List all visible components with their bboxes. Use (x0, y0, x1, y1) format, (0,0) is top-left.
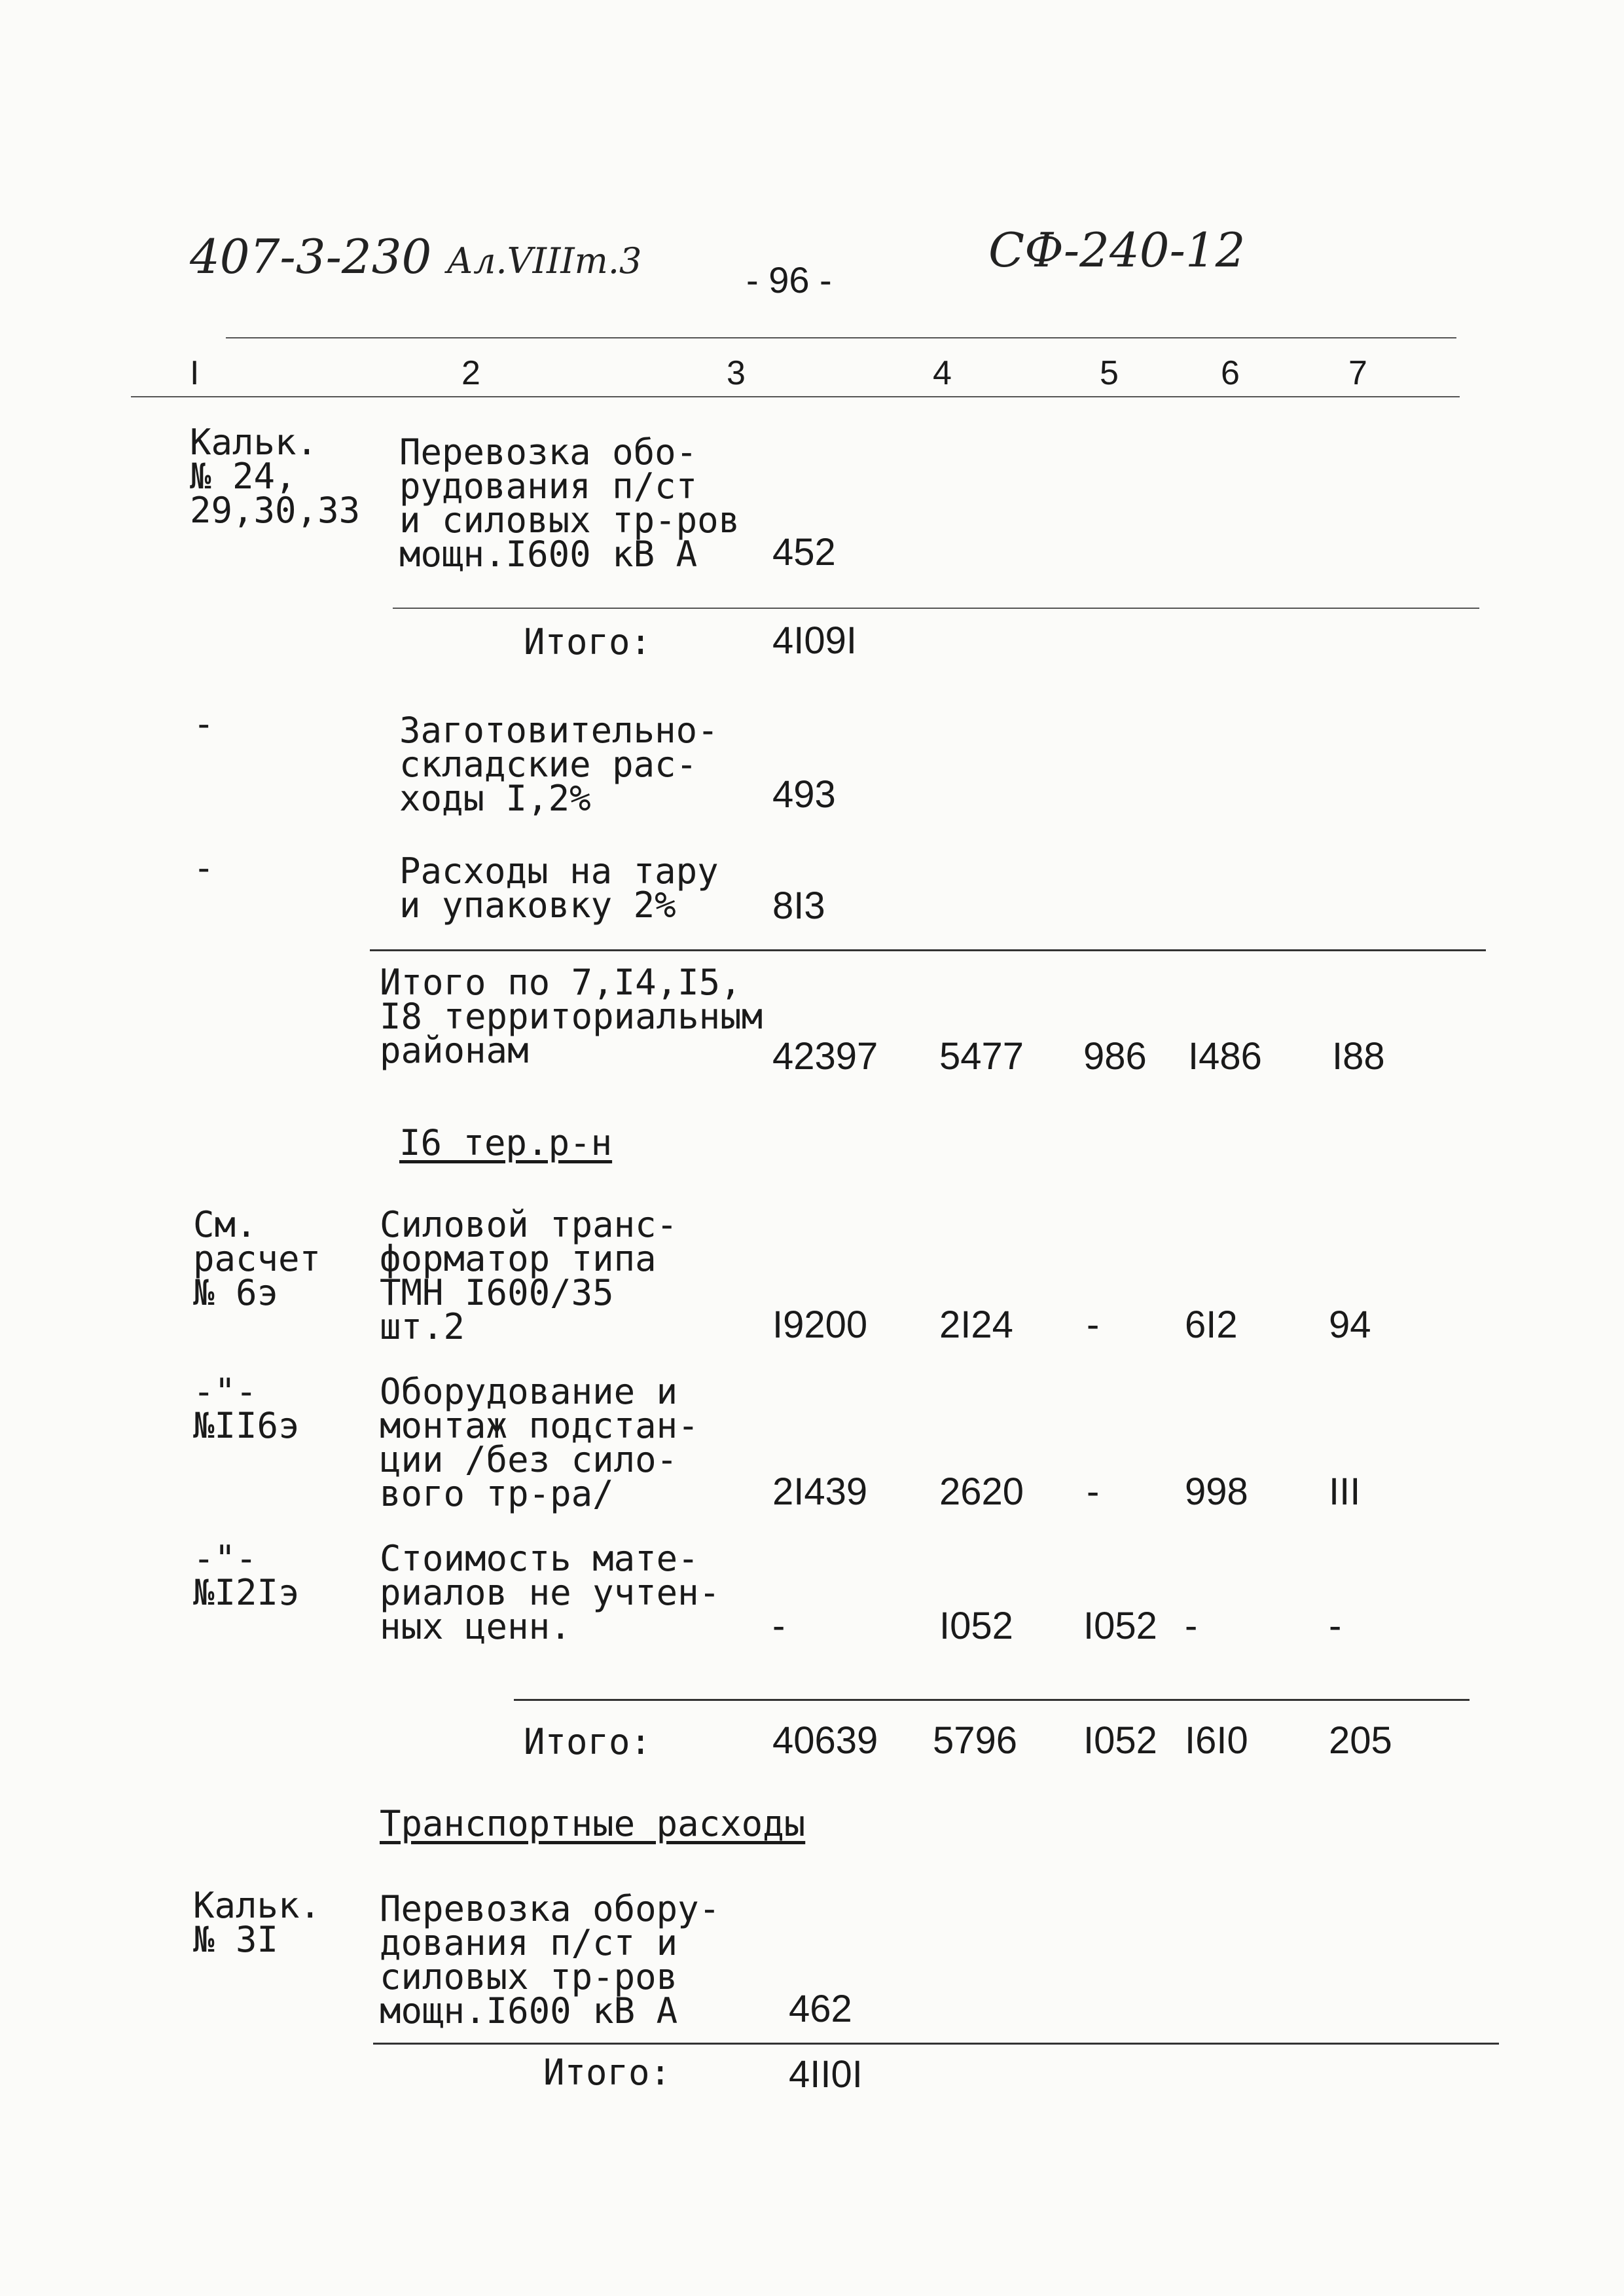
row5-c4: 2I24 (939, 1303, 1013, 1346)
row7-c7: - (1329, 1605, 1342, 1647)
row2-c3: 493 (772, 773, 836, 816)
row4-c3: 42397 (772, 1035, 878, 1078)
handwritten-code-right: СФ-240-12 (988, 223, 1246, 278)
row6-c7: III (1329, 1470, 1361, 1513)
row4-desc: Итого по 7,I4,I5, I8 территориальным районам (380, 962, 763, 1071)
row1-c3: 452 (772, 531, 836, 574)
row6-c6: 998 (1185, 1470, 1248, 1513)
row6-c4: 2620 (939, 1470, 1024, 1513)
section-heading-transport: Транспортные расходы (380, 1803, 806, 1844)
row5-c5: - (1087, 1303, 1100, 1346)
row5-c6: 6I2 (1185, 1303, 1238, 1346)
row5-desc: Силовой транс- форматор типа ТМН I600/35 шт.2 (380, 1204, 678, 1347)
row2-desc: Заготовительно- складские рас- ходы I,2% (399, 710, 719, 819)
col-header-7: 7 (1348, 354, 1367, 392)
row3-ref: - (193, 847, 215, 888)
row8-c3: 462 (789, 1988, 852, 2030)
row7-c3: - (772, 1605, 785, 1647)
row6-c5: - (1087, 1470, 1100, 1513)
row1-ref: Кальк. № 24, 29,30,33 (190, 422, 361, 531)
col-header-2: 2 (461, 354, 480, 392)
row2-ref: - (193, 703, 215, 744)
row8-total-c3: 4II0I (789, 2053, 863, 2096)
row1-total-c3: 4I09I (772, 619, 857, 662)
row7-c5: I052 (1083, 1605, 1157, 1647)
header-rule-bottom (131, 396, 1460, 397)
row7-total-c7: 205 (1329, 1719, 1392, 1762)
row6-c3: 2I439 (772, 1470, 868, 1513)
row7-total-c6: I6I0 (1185, 1719, 1248, 1762)
header-rule-top (226, 337, 1456, 338)
row6-desc: Оборудование и монтаж подстан- ции /без сило- вого тр-ра/ (380, 1371, 699, 1514)
col-header-4: 4 (933, 354, 952, 392)
col-header-6: 6 (1221, 354, 1240, 392)
section-heading-16-region: I6 тер.р-н (399, 1122, 613, 1163)
row8-total-label: Итого: (543, 2052, 672, 2093)
row1-desc: Перевозка обо- рудования п/ст и силовых тр-ров мощн.I600 кВ А (399, 431, 740, 575)
row3-rule (370, 949, 1486, 951)
row8-desc: Перевозка обору- дования п/ст и силовых тр-ров мощн.I600 кВ А (380, 1888, 721, 2032)
handwritten-code-left (190, 229, 641, 284)
row1-rule (393, 608, 1479, 609)
row7-ref: -"- №I2Iэ (193, 1538, 300, 1613)
row7-total-c4: 5796 (933, 1719, 1018, 1762)
col-header-1: I (190, 354, 200, 392)
row7-total-c5: I052 (1083, 1719, 1157, 1762)
row1-total-label: Итого: (524, 621, 652, 663)
row4-c5: 986 (1083, 1035, 1147, 1078)
row8-ref: Кальк. № 3I (193, 1885, 321, 1960)
row4-c6: I486 (1188, 1035, 1262, 1078)
row7-total-label: Итого: (524, 1721, 652, 1762)
col-header-5: 5 (1100, 354, 1119, 392)
project-code: 407-3-230 (190, 229, 432, 284)
row7-desc: Стоимость мате- риалов не учтен- ных ценн. (380, 1538, 721, 1647)
row7-c6: - (1185, 1605, 1198, 1647)
album-ref: Ал.VIIIт.3 (446, 240, 642, 282)
row4-c7: I88 (1332, 1035, 1385, 1078)
row5-c7: 94 (1329, 1303, 1371, 1346)
row7-c4: I052 (939, 1605, 1013, 1647)
row6-ref: -"- №II6э (193, 1371, 300, 1446)
page-number: - 96 - (746, 259, 832, 301)
row3-c3: 8I3 (772, 884, 825, 927)
row3-desc: Расходы на тару и упаковку 2% (399, 850, 719, 926)
row4-c4: 5477 (939, 1035, 1024, 1078)
row5-ref: См. расчет № 6э (193, 1204, 321, 1313)
row7-total-c3: 40639 (772, 1719, 878, 1762)
row5-c3: I9200 (772, 1303, 868, 1346)
row8-rule (373, 2043, 1499, 2045)
col-header-3: 3 (727, 354, 746, 392)
row7-rule (514, 1699, 1470, 1701)
